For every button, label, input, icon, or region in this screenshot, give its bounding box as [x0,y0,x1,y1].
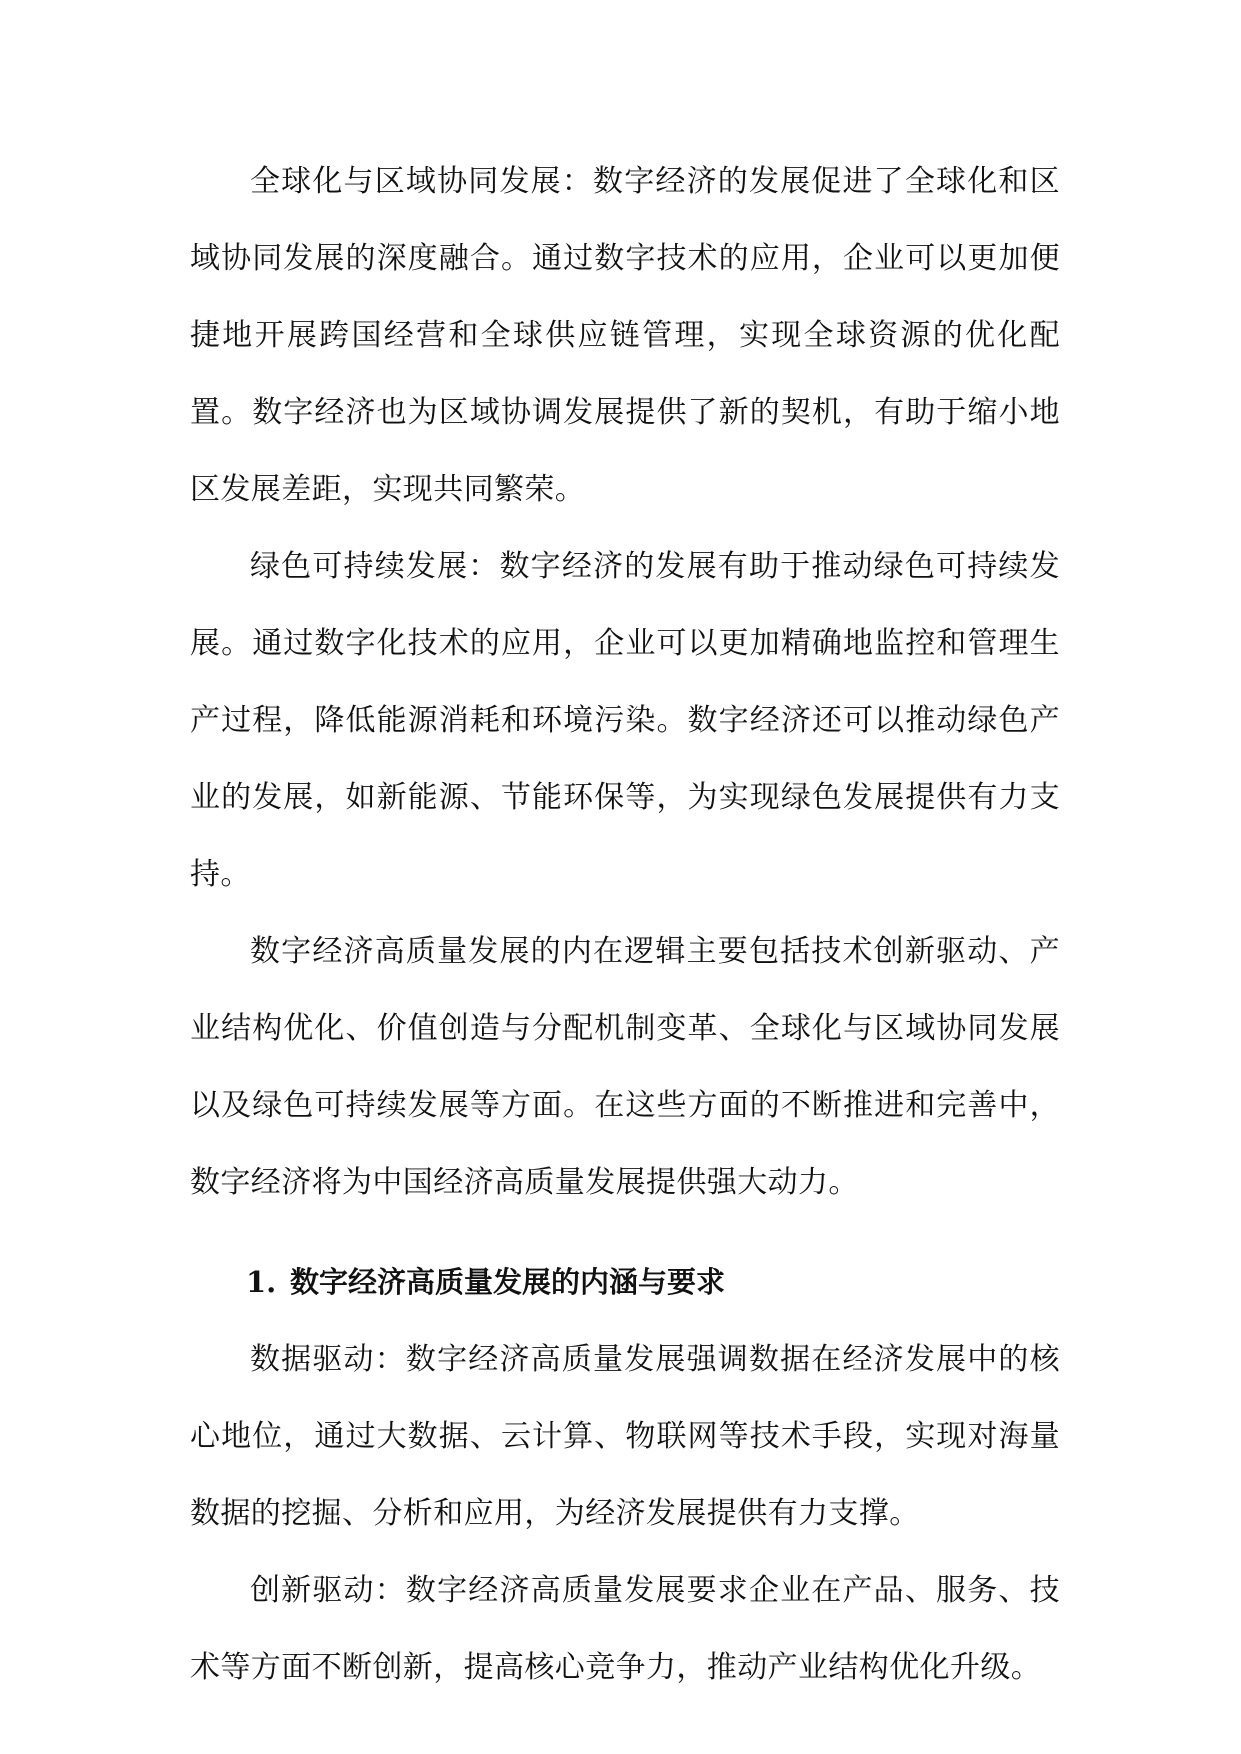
section-number: 1. [246,1265,277,1299]
paragraph-green-development: 绿色可持续发展：数字经济的发展有助于推动绿色可持续发展。通过数字化技术的应用，企业可以更加精确地监控和管理生产过程，降低能源消耗和环境污染。数字经济还可以推动绿色产业的发展，如新能源、节能环保等，为实现绿色发展提供有力支持。 [190,549,1060,892]
paragraph-internal-logic: 数字经济高质量发展的内在逻辑主要包括技术创新驱动、产业结构优化、价值创造与分配机制变革、全球化与区域协同发展以及绿色可持续发展等方面。在这些方面的不断推进和完善中，数字经济将为中国经济高质量发展提供强大动力。 [190,934,1060,1200]
paragraph-globalization: 全球化与区域协同发展：数字经济的发展促进了全球化和区域协同发展的深度融合。通过数字技术的应用，企业可以更加便捷地开展跨国经营和全球供应链管理，实现全球资源的优化配置。数字经济也为区域协调发展提供了新的契机，有助于缩小地区发展差距，实现共同繁荣。 [190,164,1060,507]
section-heading [190,1244,1060,1321]
paragraph-innovation-driven: 创新驱动：数字经济高质量发展要求企业在产品、服务、技术等方面不断创新，提高核心竞争力，推动产业结构优化升级。 [190,1573,1060,1685]
section-title: 数字经济高质量发展的内涵与要求 [290,1265,726,1299]
paragraph-data-driven: 数据驱动：数字经济高质量发展强调数据在经济发展中的核心地位，通过大数据、云计算、物联网等技术手段，实现对海量数据的挖掘、分析和应用，为经济发展提供有力支撑。 [190,1342,1060,1531]
document-body [190,143,1060,1706]
